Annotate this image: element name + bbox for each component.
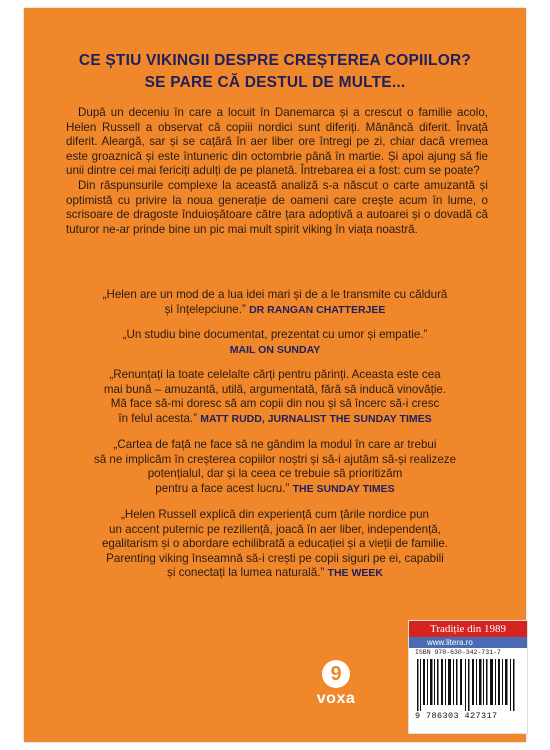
quote-source: DR RANGAN CHATTERJEE xyxy=(249,303,386,316)
quote-line: „Helen Russell explică din experiență cum țările nordice pun xyxy=(120,508,430,521)
quote-line: Parenting viking înseamnă să-i crești pe copii siguri pe ei, capabili xyxy=(106,551,444,565)
publisher-mark-icon: 9 xyxy=(322,660,350,688)
quote-line: egalitarism și o abordare echilibrată a educației și a vieții de familie. xyxy=(101,537,449,551)
quote-line: un accent puternic pe reziliență, joacă în aer liber, independență, xyxy=(109,522,441,536)
barcode-icon xyxy=(415,659,521,711)
sticker-url: www.litera.ro xyxy=(409,637,527,648)
quote-3 xyxy=(24,368,526,426)
barcode-sticker xyxy=(408,620,528,734)
barcode-digits: 9 786303 427317 xyxy=(415,711,498,721)
quote-line: „Renunțați la toate celelalte cărți pentru părinți. Aceasta este cea xyxy=(109,368,441,381)
quote-line: pentru a face acest lucru.” xyxy=(155,481,290,495)
quote-line: potențialul, dar și la ceea ce trebuie să prioritizăm xyxy=(147,467,403,481)
quote-line: mai bună – amuzantă, utilă, argumentată, fără să inducă vinovăție. xyxy=(103,382,447,396)
headline-line-1: CE ȘTIU VIKINGII DESPRE CREȘTEREA COPIILOR? xyxy=(78,52,472,69)
quote-4 xyxy=(24,438,526,496)
quote-1 xyxy=(24,288,526,317)
quote-source: MATT RUDD, JURNALIST THE SUNDAY TIMES xyxy=(200,412,432,425)
quote-5 xyxy=(24,508,526,581)
publisher-logo xyxy=(306,660,366,708)
sticker-isbn: ISBN 978-630-342-731-7 xyxy=(415,649,501,656)
publisher-name: voxa xyxy=(316,690,356,707)
quote-2 xyxy=(24,328,526,357)
quote-source: THE SUNDAY TIMES xyxy=(292,482,395,495)
quote-line: „Helen are un mod de a lua idei mari și de a le transmite cu căldură xyxy=(102,288,448,301)
quote-source: THE WEEK xyxy=(327,567,383,580)
intro-text xyxy=(66,106,488,237)
quote-line: și conectați la lumea naturală.” xyxy=(167,566,325,580)
back-cover xyxy=(24,8,526,742)
quote-source: MAIL ON SUNDAY xyxy=(229,343,321,356)
quote-line: în felul acesta.” xyxy=(118,411,197,425)
quote-line: „Un studiu bine documentat, prezentat cu umor și empatie.” xyxy=(122,328,428,341)
sticker-tagline: Tradiție din 1989 xyxy=(409,621,527,637)
intro-paragraph-2: Din răspunsurile complexe la această analiză s-a născut o carte amuzantă și optimistă cu privire la noua generație de oameni care crește acum în lume, o scrisoare de dragoste înduioșătoare către țara adoptivă a autoarei și o dovadă că tuturor ne-ar prinde bine un pic mai mult spirit viking în viața noastră. xyxy=(66,178,488,236)
quote-line: „Cartea de față ne face să ne gândim la modul în care ar trebui xyxy=(113,438,437,451)
headline-line-2: SE PARE CĂ DESTUL DE MULTE... xyxy=(144,74,406,91)
quote-line: Mă face să-mi doresc să am copii din nou și să încerc să-i cresc xyxy=(110,397,440,411)
intro-paragraph-1: După un deceniu în care a locuit în Danemarca și a crescut o familie acolo, Helen Russell a observat că copiii nordici sunt diferiți. Mănâncă diferit. Învață diferit. Aleargă, sar și se cațără în aer liber ore întregi pe zi, chiar dacă vremea este groaznică și este întuneric din octombrie până în martie. Și apoi ajung să fie unii dintre cei mai fericiți adulți de pe planetă. Întrebarea ei a fost: cum se poate? xyxy=(66,106,488,178)
quote-line: să ne implicăm în creșterea copiilor noștri și să-i ajutăm să-și realizeze xyxy=(93,452,457,466)
quote-line: și înțelepciune.” xyxy=(164,302,246,316)
headline xyxy=(24,50,526,94)
